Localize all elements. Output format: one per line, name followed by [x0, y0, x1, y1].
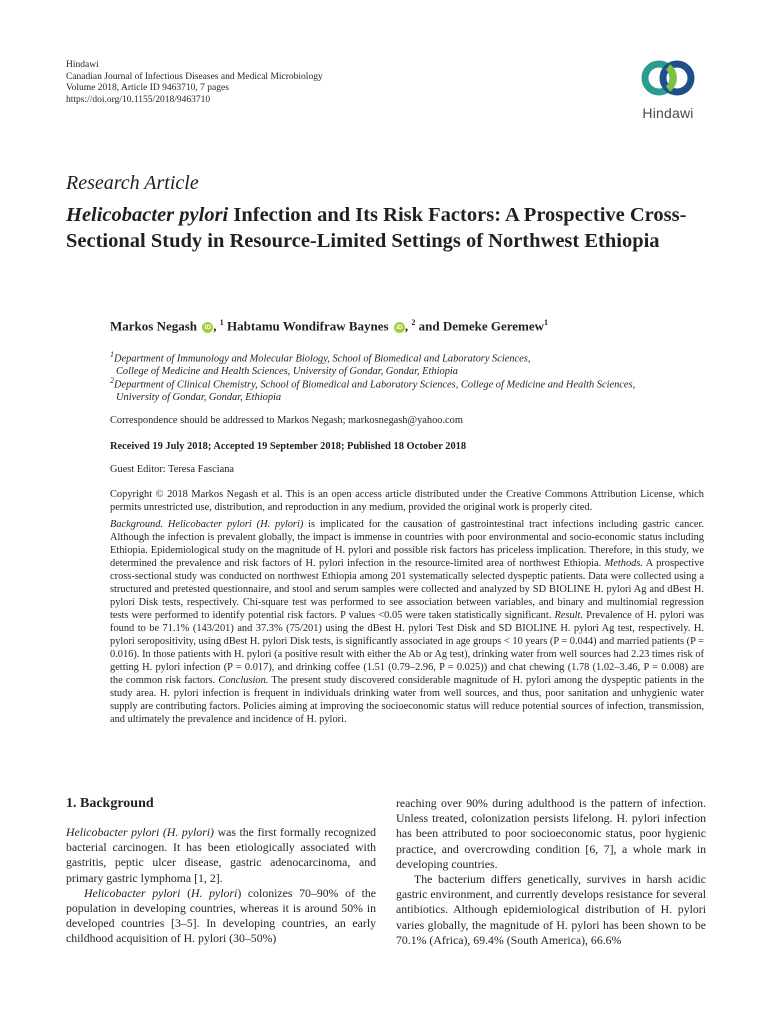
logo-wordmark: Hindawi — [642, 105, 694, 121]
paragraph: The bacterium differs genetically, survives in harsh acidic gastric environment, and currently develops resistance for several antibiotics. Although epidemiological distribution of H. pylori varies globally, the magnitude of H. pylori has been shown to be 70.1% (Africa), 69.4% (South America), 66.6% — [396, 872, 706, 947]
section-heading: 1. Background — [66, 796, 154, 811]
correspondence: Correspondence should be addressed to Markos Negash; markosnegash@yahoo.com — [110, 415, 463, 426]
orcid-icon[interactable]: iD — [394, 322, 405, 333]
author-affil-sup: 1 — [544, 318, 549, 327]
article-type: Research Article — [66, 172, 199, 194]
journal-header — [66, 60, 323, 106]
title-species: Helicobacter pylori — [66, 204, 229, 226]
paragraph: reaching over 90% during adulthood is the pattern of infection. Unless treated, colonization persists lifelong. H. pylori infection has been attributed to poor socioeconomic status, poor hygienic practice, and overcrowding condition [6, 7], a whole mark in developing countries. — [396, 796, 706, 871]
body-column-right — [396, 796, 706, 948]
abstract-methods: A prospective cross-sectional study was conducted on northwest Ethiopia among 201 systematically selected dyspeptic patients. Data were collected using a structured and pretested questionnaire, and stool and serum samples were collected and analyzed by SD BIOLINE H. pylori Ag and dBest H. pylori Disk tests, respectively. Chi-square test was performed to see association between variables, and binary and multinomial regression tests were performed to identify potential risk factors. P values <0.05 were taken statistically significant. — [110, 558, 704, 621]
author-name: Habtamu Wondifraw Baynes — [227, 318, 389, 334]
author-name: Demeke Geremew — [442, 318, 545, 334]
body-column-left — [66, 825, 376, 947]
guest-editor: Guest Editor: Teresa Fasciana — [110, 464, 235, 475]
affiliation-2: $^2$Department of Clinical Chemistry, School of Biomedical and Laboratory Sciences, College of Medicine and Health Sciences, University of Gondar, Gondar, Ethiopia — [110, 376, 636, 404]
abstract: Background. Helicobacter pylori (H. pylori) is implicated for the causation of gastrointestinal tract infections including gastric cancer. Although the infection is prevalent globally, the impact is immense in countries with poor environmental and socio-economic status including Ethiopia. Epidemiological study on the magnitude of H. pylori and possible risk factors has priceless implication. Therefore, in this study, we determined the prevalence and risk factors of H. pylori infection in the resource-limited area of northwest Ethiopia. Methods. A prospective cross-sectional study was conducted on northwest Ethiopia among 201 systematically selected dyspeptic patients. Data were collected using a structured and pretested questionnaire, and stool and serum samples were collected and analyzed by SD BIOLINE H. pylori Ag and dBest H. pylori Disk tests, respectively. Chi-square test was performed to see association between variables, and binary and multinomial regression tests were performed to identify potential risk factors. P values <0.05 were taken statistically significant. Result. Prevalence of H. pylori was found to be 71.1% (143/201) and 37.3% (75/201) using the dBest H. pylori Test Disk and SD BIOLINE H. pylori Ag test, respectively. H. pylori seropositivity, using dBest H. pylori Disk tests, is significantly associated in age groups < 10 years (P = 0.044) and married patients (P = 0.016). In those patients with H. pylori (a positive result with either the Ab or Ag test), drinking water from well sources had 2.23 times risk of getting H. pylori infection (P = 0.017), and drinking coffee (1.51 (0.79–2.96, P = 0.025)) and chat chewing (1.78 (1.02–3.46, P = 0.008) are the common risk factors. Conclusion. The present study discovered considerable magnitude of H. pylori among the dyspeptic patients in the study area. H. pylori infection is frequent in individuals drinking water from well sources, and thus, poor sanitation and unhygienic water supply are contributing factors. Policies aiming at improving the socioeconomic status will reduce potential sources of infection, transmission, and ultimately the prevalence and incidence of H. pylori. — [110, 519, 705, 725]
author-name: Markos Negash — [110, 318, 198, 334]
title-rest: Infection and Its Risk Factors: A Prospective Cross-Sectional Study in Resource-Limited Settings of Northwest Ethiopia — [66, 204, 687, 252]
abstract-background: is implicated for the causation of gastrointestinal tract infections including gastric cancer. Although the infection is prevalent globally, the impact is immense in countries with poor environmental and socio-economic status including Ethiopia. Epidemiological study on the magnitude of H. pylori and possible risk factors has priceless implication. Therefore, in this study, we determined the prevalence and risk factors of H. pylori infection in the resource-limited area of northwest Ethiopia. — [110, 519, 704, 569]
journal-name: Canadian Journal of Infectious Diseases and Medical Microbiology — [66, 71, 323, 82]
affiliation-1: $^1$Department of Immunology and Molecular Biology, School of Biomedical and Laboratory Sciences, College of Medicine and Health Sciences, University of Gondar, Gondar, Ethiopia — [110, 350, 531, 378]
author-affil-sup: 2 — [411, 318, 416, 327]
volume-info: Volume 2018, Article ID 9463710, 7 pages — [66, 83, 229, 94]
copyright-notice: Copyright © 2018 Markos Negash et al. This is an open access article distributed under the Creative Commons Attribution License, which permits unrestricted use, distribution, and reproduction in any medium, provided the original work is properly cited. — [110, 489, 704, 513]
orcid-icon[interactable]: iD — [202, 322, 213, 333]
author-affil-sup: 1 — [219, 318, 224, 327]
abstract-conclusion-label: Conclusion. — [218, 675, 269, 686]
abstract-conclusion: The present study discovered considerable magnitude of H. pylori among the dyspeptic patients in the study area. H. pylori infection is frequent in individuals drinking water from well sources, and thus, poor sanitation and unhygienic water supply are contributing factors. Policies aiming at improving the socioeconomic status will reduce potential sources of infection, transmission, and ultimately the prevalence and incidence of H. pylori. — [110, 675, 705, 725]
paragraph: Helicobacter pylori (H. pylori) was the first formally recognized bacterial carcinogen. It has been etiologically associated with gastritis, peptic ulcer disease, gastric adenocarcinoma, and primary gastric lymphoma [1, 2]. — [66, 825, 376, 885]
abstract-result-label: Result. — [554, 610, 584, 621]
article-title — [66, 202, 716, 254]
abstract-background-label: Background. — [110, 519, 163, 530]
abstract-methods-label: Methods. — [604, 558, 644, 569]
hindawi-logo-icon — [637, 58, 699, 98]
publication-dates: Received 19 July 2018; Accepted 19 September 2018; Published 18 October 2018 — [110, 441, 467, 452]
publisher-name: Hindawi — [66, 60, 99, 70]
hindawi-logo — [628, 58, 708, 121]
author-list: Markos Negash iD , $^1$ Habtamu Wondifraw Baynes iD , $^2$ and Demeke Geremew$^1$ — [110, 318, 549, 334]
paragraph: Helicobacter pylori (H. pylori) colonizes 70–90% of the population in developing countries, whereas it is around 50% in developed countries [3–5]. In developing countries, an early childhood acquisition of H. pylori (30–50%) — [66, 885, 376, 946]
doi-link[interactable]: https://doi.org/10.1155/2018/9463710 — [66, 94, 211, 105]
abstract-result: Prevalence of H. pylori was found to be 71.1% (143/201) and 37.3% (75/201) using the dBest H. pylori Test Disk and SD BIOLINE H. pylori Ag test, respectively. H. pylori seropositivity, using dBest H. pylori Disk tests, is significantly associated in age groups < 10 years (P = 0.044) and married patients (P = 0.016). In those patients with H. pylori (a positive result with either the Ab or Ag test), drinking water from well sources had 2.23 times risk of getting H. pylori infection (P = 0.017), and drinking coffee (1.51 (0.79–2.96, P = 0.025)) and chat chewing (1.78 (1.02–3.46, P = 0.008) are the common risk factors. — [110, 610, 704, 686]
